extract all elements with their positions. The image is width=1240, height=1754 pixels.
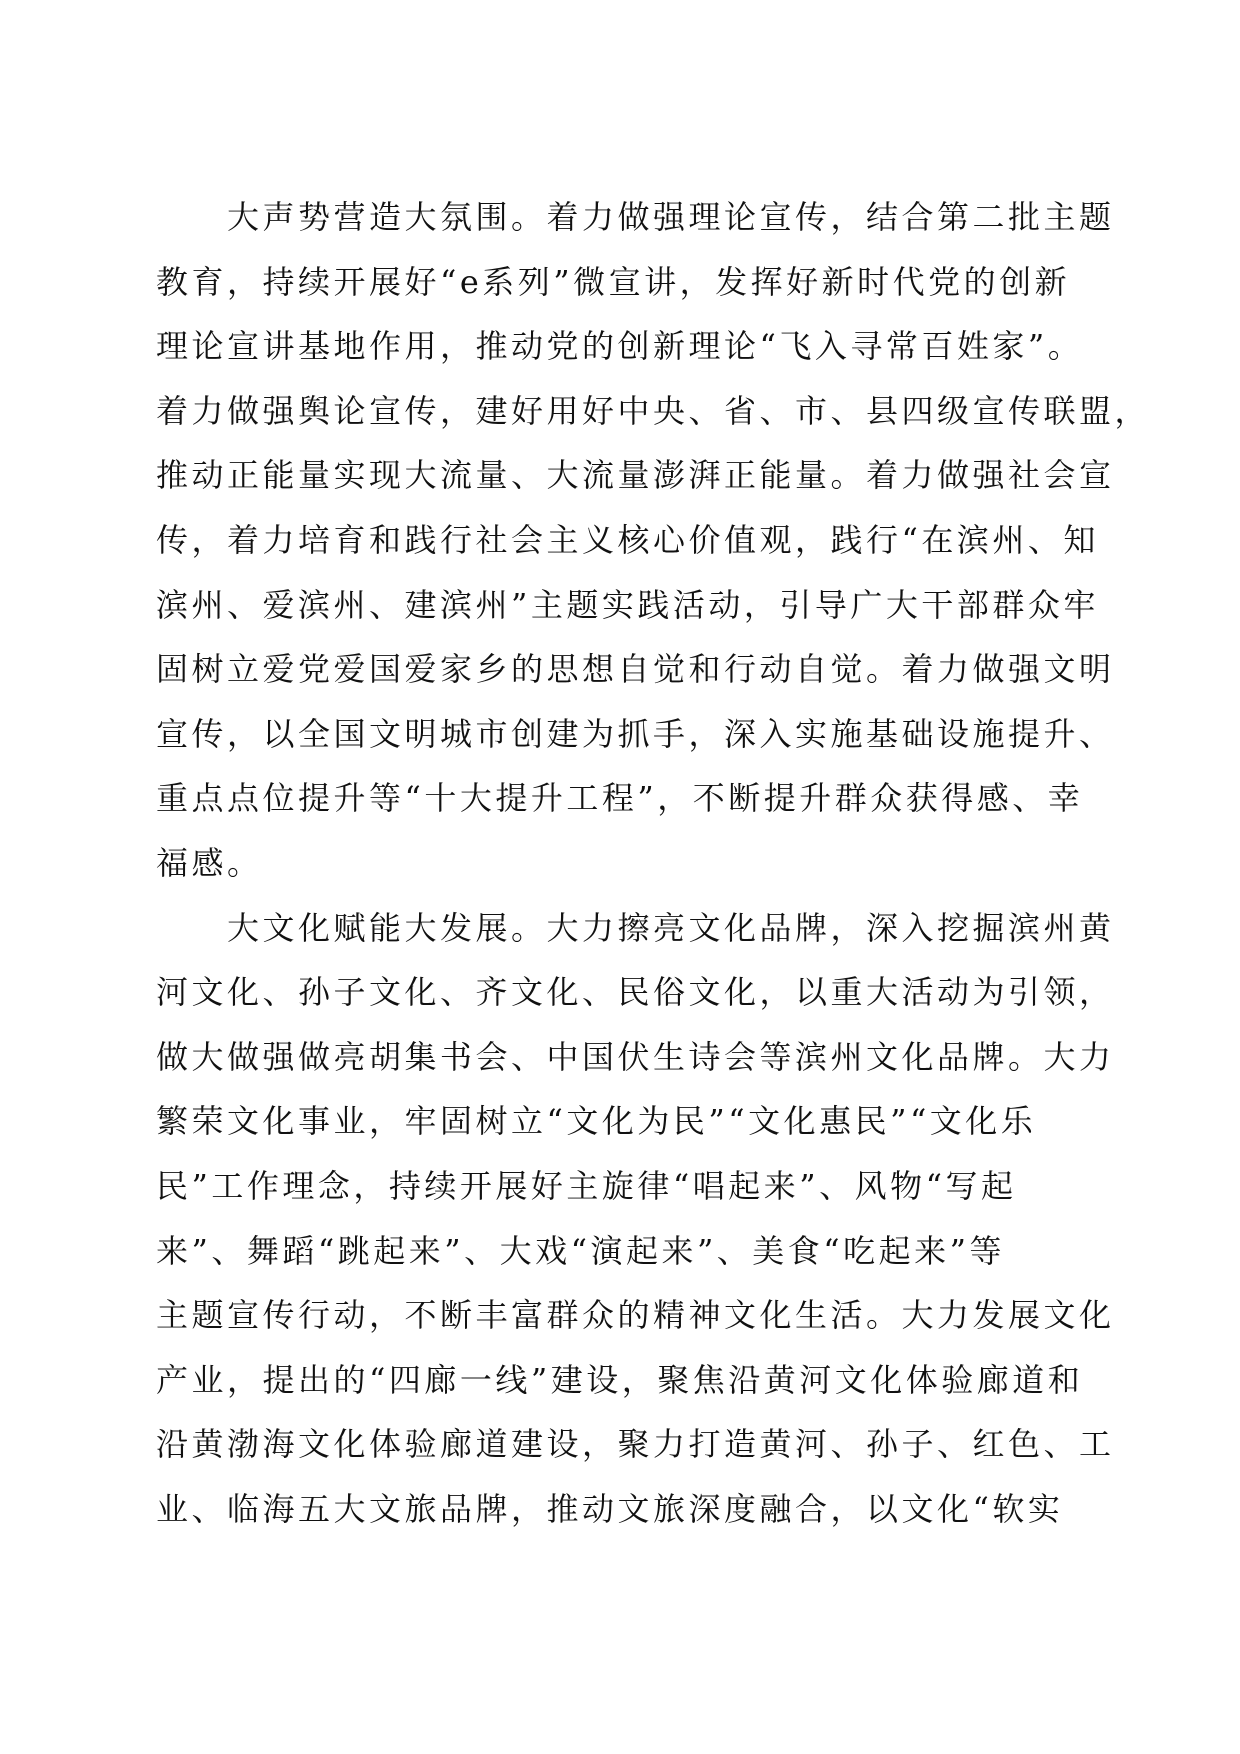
text-line: 来”、舞蹈“跳起来”、大戏“演起来”、美食“吃起来”等 <box>156 1231 1006 1270</box>
text-line: 重点点位提升等“十大提升工程”，不断提升群众获得感、幸 <box>156 779 1084 818</box>
text-line: 民”工作理念，持续开展好主旋律“唱起来”、风物“写起 <box>156 1166 1017 1205</box>
text-line: 大文化赋能大发展。大力擦亮文化品牌，深入挖掘滨州黄 <box>156 908 1115 947</box>
body-text <box>156 185 1151 1541</box>
paragraph-culture <box>156 896 1115 1542</box>
text-line: 大声势营造大氛围。着力做强理论宣传，结合第二批主题 <box>156 198 1115 236</box>
text-line: 滨州、爱滨州、建滨州”主题实践活动，引导广大干部群众牢 <box>156 585 1099 624</box>
text-line: 福感。 <box>156 843 263 882</box>
text-line: 固树立爱党爱国爱家乡的思想自觉和行动自觉。着力做强文明 <box>156 650 1115 689</box>
text-line: 主题宣传行动，不断丰富群众的精神文化生活。大力发展文化 <box>156 1296 1115 1335</box>
text-line: 着力做强舆论宣传，建好用好中央、省、市、县四级宣传联盟， <box>156 391 1151 430</box>
text-line: 产业，提出的“四廊一线”建设，聚焦沿黄河文化体验廊道和 <box>156 1360 1084 1399</box>
text-line: 宣传，以全国文明城市创建为抓手，深入实施基础设施提升、 <box>156 714 1115 753</box>
text-line: 传，着力培育和践行社会主义核心价值观，践行“在滨州、知 <box>156 520 1099 559</box>
paragraph-publicity <box>156 185 1151 896</box>
text-line: 做大做强做亮胡集书会、中国伏生诗会等滨州文化品牌。大力 <box>156 1037 1115 1076</box>
text-line: 沿黄渤海文化体验廊道建设，聚力打造黄河、孙子、红色、工 <box>156 1425 1115 1464</box>
text-line: 推动正能量实现大流量、大流量澎湃正能量。着力做强社会宣 <box>156 456 1115 495</box>
text-line: 河文化、孙子文化、齐文化、民俗文化，以重大活动为引领， <box>156 973 1115 1012</box>
text-line: 教育，持续开展好“e系列”微宣讲，发挥好新时代党的创新 <box>156 262 1071 301</box>
text-line: 理论宣讲基地作用，推动党的创新理论“飞入寻常百姓家”。 <box>156 327 1084 366</box>
text-line: 繁荣文化事业，牢固树立“文化为民”“文化惠民”“文化乐 <box>156 1102 1037 1141</box>
text-line: 业、临海五大文旅品牌，推动文旅深度融合，以文化“软实 <box>156 1489 1064 1528</box>
